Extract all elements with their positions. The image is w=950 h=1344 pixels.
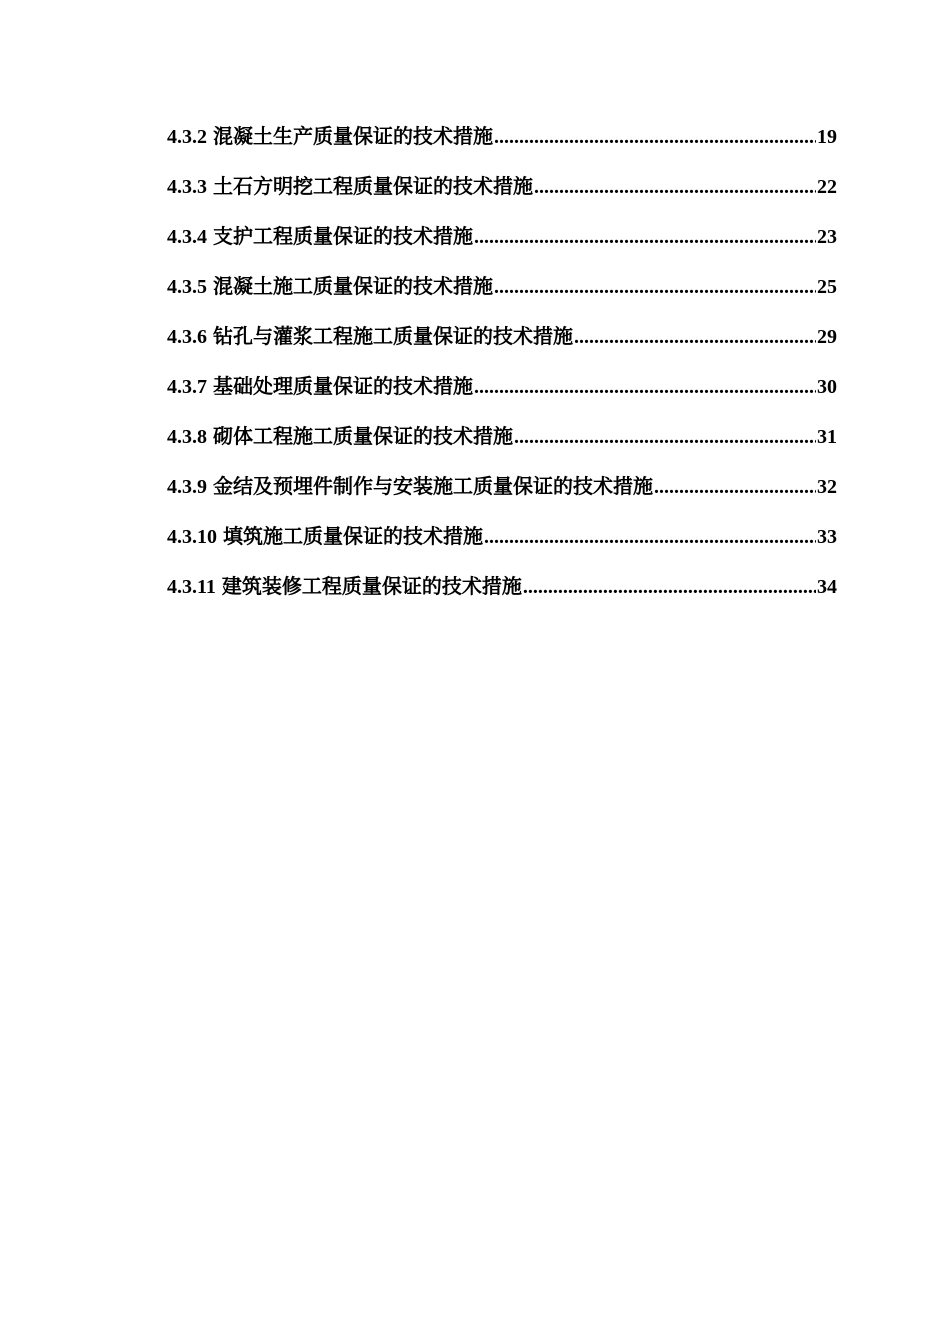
toc-entry-number: 4.3.5 bbox=[167, 276, 207, 298]
toc-entry-page: 19 bbox=[817, 126, 837, 148]
toc-dot-leader bbox=[494, 273, 816, 301]
toc-entry[interactable] bbox=[167, 523, 837, 573]
toc-entry[interactable] bbox=[167, 323, 837, 373]
toc-entry-title: 砌体工程施工质量保证的技术措施 bbox=[213, 426, 513, 448]
toc-entry[interactable] bbox=[167, 473, 837, 523]
toc-entry-page: 31 bbox=[817, 426, 837, 448]
toc-entry-number: 4.3.11 bbox=[167, 576, 216, 598]
toc-entry-number: 4.3.7 bbox=[167, 376, 207, 398]
toc-dot-leader bbox=[523, 573, 816, 601]
toc-entry[interactable] bbox=[167, 423, 837, 473]
toc-entry-number: 4.3.4 bbox=[167, 226, 207, 248]
toc-entry-page: 23 bbox=[817, 226, 837, 248]
toc-entry-title: 基础处理质量保证的技术措施 bbox=[213, 376, 473, 398]
toc-entry-page: 29 bbox=[817, 326, 837, 348]
toc-dot-leader bbox=[474, 223, 816, 251]
toc-entry-title: 支护工程质量保证的技术措施 bbox=[213, 226, 473, 248]
toc-entry-title: 填筑施工质量保证的技术措施 bbox=[223, 526, 483, 548]
toc-entry-title: 混凝土生产质量保证的技术措施 bbox=[213, 126, 493, 148]
toc-entry-title: 土石方明挖工程质量保证的技术措施 bbox=[213, 176, 533, 198]
toc-entry[interactable] bbox=[167, 573, 837, 623]
toc-entry-title: 钻孔与灌浆工程施工质量保证的技术措施 bbox=[213, 326, 573, 348]
toc-entry-number: 4.3.2 bbox=[167, 126, 207, 148]
toc-entry-page: 22 bbox=[817, 176, 837, 198]
toc-entry[interactable] bbox=[167, 173, 837, 223]
toc-entry-title: 建筑装修工程质量保证的技术措施 bbox=[221, 576, 522, 598]
toc-entry[interactable] bbox=[167, 373, 837, 423]
toc-entry-title: 金结及预埋件制作与安装施工质量保证的技术措施 bbox=[213, 476, 653, 498]
toc-dot-leader bbox=[514, 423, 816, 451]
toc-entry-number: 4.3.9 bbox=[167, 476, 207, 498]
toc-entry-number: 4.3.6 bbox=[167, 326, 207, 348]
toc-dot-leader bbox=[574, 323, 816, 351]
toc-entry-page: 33 bbox=[817, 526, 837, 548]
toc-entry-page: 30 bbox=[817, 376, 837, 398]
toc-dot-leader bbox=[654, 473, 816, 501]
toc-dot-leader bbox=[484, 523, 816, 551]
toc-entry[interactable] bbox=[167, 273, 837, 323]
toc-dot-leader bbox=[474, 373, 816, 401]
toc-entry[interactable] bbox=[167, 223, 837, 273]
toc-entry-page: 25 bbox=[817, 276, 837, 298]
toc-entry-number: 4.3.3 bbox=[167, 176, 207, 198]
toc-dot-leader bbox=[494, 123, 816, 151]
toc-entry[interactable] bbox=[167, 123, 837, 173]
toc-entry-page: 32 bbox=[817, 476, 837, 498]
table-of-contents bbox=[167, 123, 837, 623]
toc-entry-title: 混凝土施工质量保证的技术措施 bbox=[213, 276, 493, 298]
toc-entry-number: 4.3.8 bbox=[167, 426, 207, 448]
toc-entry-page: 34 bbox=[817, 576, 837, 598]
toc-entry-number: 4.3.10 bbox=[167, 526, 217, 548]
toc-dot-leader bbox=[534, 173, 816, 201]
